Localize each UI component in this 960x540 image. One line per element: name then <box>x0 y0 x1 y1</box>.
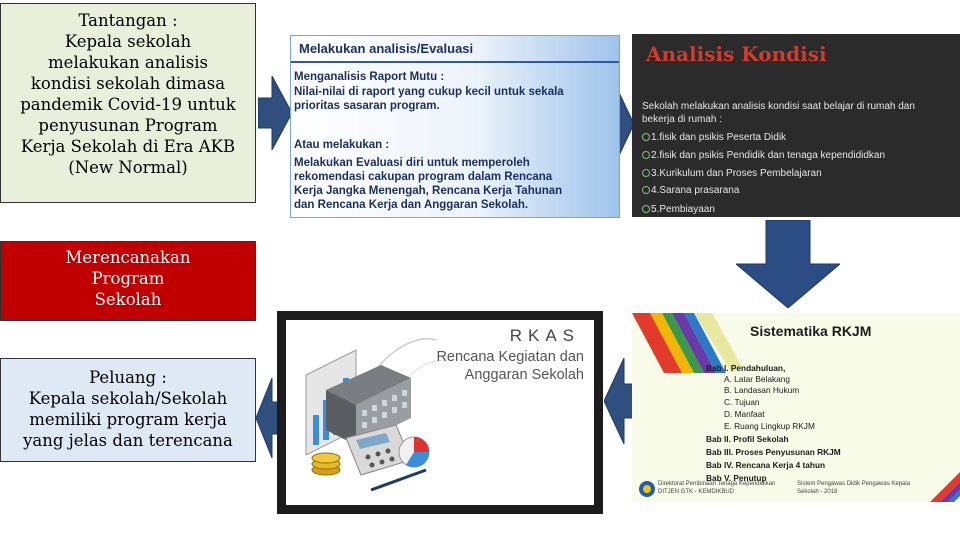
rkjm-subitem: C. Tujuan <box>724 397 760 407</box>
challenge-line: Tantangan : <box>78 11 178 30</box>
rkjm-footer-right: Sistem Pengawas Didik Pengawas Kepala Sekolah - 2018 <box>797 481 911 495</box>
arrow-right-1-icon <box>258 76 292 150</box>
opportunity-line: Kepala sekolah/Sekolah <box>28 389 228 408</box>
opportunity-line: yang jelas dan terencana <box>23 431 233 450</box>
divider <box>291 61 619 63</box>
challenge-box <box>0 3 256 203</box>
bullet-circle-icon <box>642 169 650 177</box>
plan-program-box <box>0 241 256 321</box>
condition-item-label: 5.Pembiayaan <box>651 204 715 215</box>
bullet-circle-icon <box>642 151 650 159</box>
challenge-line: kondisi sekolah dimasa <box>30 74 226 93</box>
rkas-panel <box>277 311 603 514</box>
rkas-caption-line: Rencana Kegiatan dan <box>436 349 584 365</box>
rkjm-chapter: Bab III. Proses Penyusunan RKJM <box>706 447 841 457</box>
rkjm-footer-left: Direktorat Pembinaan Tenaga Kependidikan DITJEN GTK - KEMDIKBUD <box>658 481 776 495</box>
condition-item-label: 3.Kurikulum dan Proses Pembelajaran <box>651 168 822 179</box>
analysis-evaluation-panel <box>290 35 620 218</box>
condition-item <box>642 204 715 215</box>
challenge-line: (New Normal) <box>68 158 188 177</box>
condition-item-label: 2.fisik dan psikis Pendidik dan tenaga kependididkan <box>651 150 886 161</box>
rkjm-chapter: Bab I. Pendahuluan, <box>706 363 786 373</box>
analysis-text: rekomendasi cakupan program dalam Rencana <box>294 171 553 183</box>
challenge-line: Kerja Sekolah di Era AKB <box>20 137 236 156</box>
bullet-circle-icon <box>642 186 650 194</box>
challenge-line: Kepala sekolah <box>64 32 192 51</box>
challenge-line: melakukan analisis <box>48 53 208 72</box>
condition-item <box>642 150 885 161</box>
plan-line: Program <box>91 269 165 288</box>
condition-item-label: 1.fisik dan psikis Peserta Didik <box>651 132 787 143</box>
bullet-circle-icon <box>642 133 650 141</box>
opportunity-line: memiliki program kerja <box>29 410 227 429</box>
rkjm-subitem: B. Landasan Hukum <box>724 385 800 395</box>
rkjm-subitem: A. Latar Belakang <box>724 374 790 384</box>
plan-line: Sekolah <box>94 290 162 309</box>
condition-item <box>642 132 786 143</box>
rkjm-panel <box>632 313 960 502</box>
analysis-text: Kerja Jangka Menengah, Rencana Kerja Tahunan <box>294 185 563 197</box>
rkjm-chapter: Bab V. Penutup <box>706 473 767 483</box>
analysis-text: Nilai-nilai di raport yang cukup kecil untuk sekala <box>294 86 564 98</box>
opportunity-line: Peluang : <box>89 368 167 387</box>
rkjm-subitem: E. Ruang Lingkup RKJM <box>724 421 815 431</box>
condition-item <box>642 185 739 196</box>
condition-item-label: 4.Sarana prasarana <box>651 185 740 196</box>
condition-item <box>642 168 822 179</box>
kemdikbud-logo <box>638 480 656 498</box>
condition-panel-title: Analisis Kondisi <box>646 42 827 66</box>
challenge-line: pandemik Covid-19 untuk <box>20 95 236 114</box>
plan-line: Merencanakan <box>65 248 191 267</box>
analysis-text: Melakukan Evaluasi diri untuk memperoleh <box>294 157 530 169</box>
analysis-text: Menganalisis Raport Mutu : <box>294 71 445 83</box>
analysis-text: Atau melakukan : <box>294 139 390 151</box>
rkjm-title: Sistematika RKJM <box>750 323 872 339</box>
analysis-text: dan Rencana Kerja dan Anggaran Sekolah. <box>294 199 529 211</box>
rkjm-chapter: Bab II. Profil Sekolah <box>706 434 789 444</box>
rkjm-subitem: D. Manfaat <box>724 409 765 419</box>
analysis-text: prioritas sasaran program. <box>294 100 440 112</box>
decorative-stripes-bottom-right <box>920 462 960 502</box>
condition-intro: Sekolah melakukan analisis kondisi saat belajar di rumah dan bekerja di rumah : <box>642 101 915 125</box>
rkas-acronym: RKAS <box>509 326 580 345</box>
rkjm-chapter: Bab IV. Rencana Kerja 4 tahun <box>706 460 826 470</box>
condition-analysis-panel <box>632 34 960 217</box>
bullet-circle-icon <box>642 205 650 213</box>
rkas-caption <box>436 348 584 384</box>
school-budget-illustration <box>286 320 456 505</box>
challenge-line: penyusunan Program <box>38 116 218 135</box>
opportunity-box <box>0 358 256 462</box>
analysis-panel-title: Melakukan analisis/Evaluasi <box>299 41 474 56</box>
rkas-caption-line: Anggaran Sekolah <box>464 367 584 383</box>
arrow-down-icon <box>736 220 840 308</box>
